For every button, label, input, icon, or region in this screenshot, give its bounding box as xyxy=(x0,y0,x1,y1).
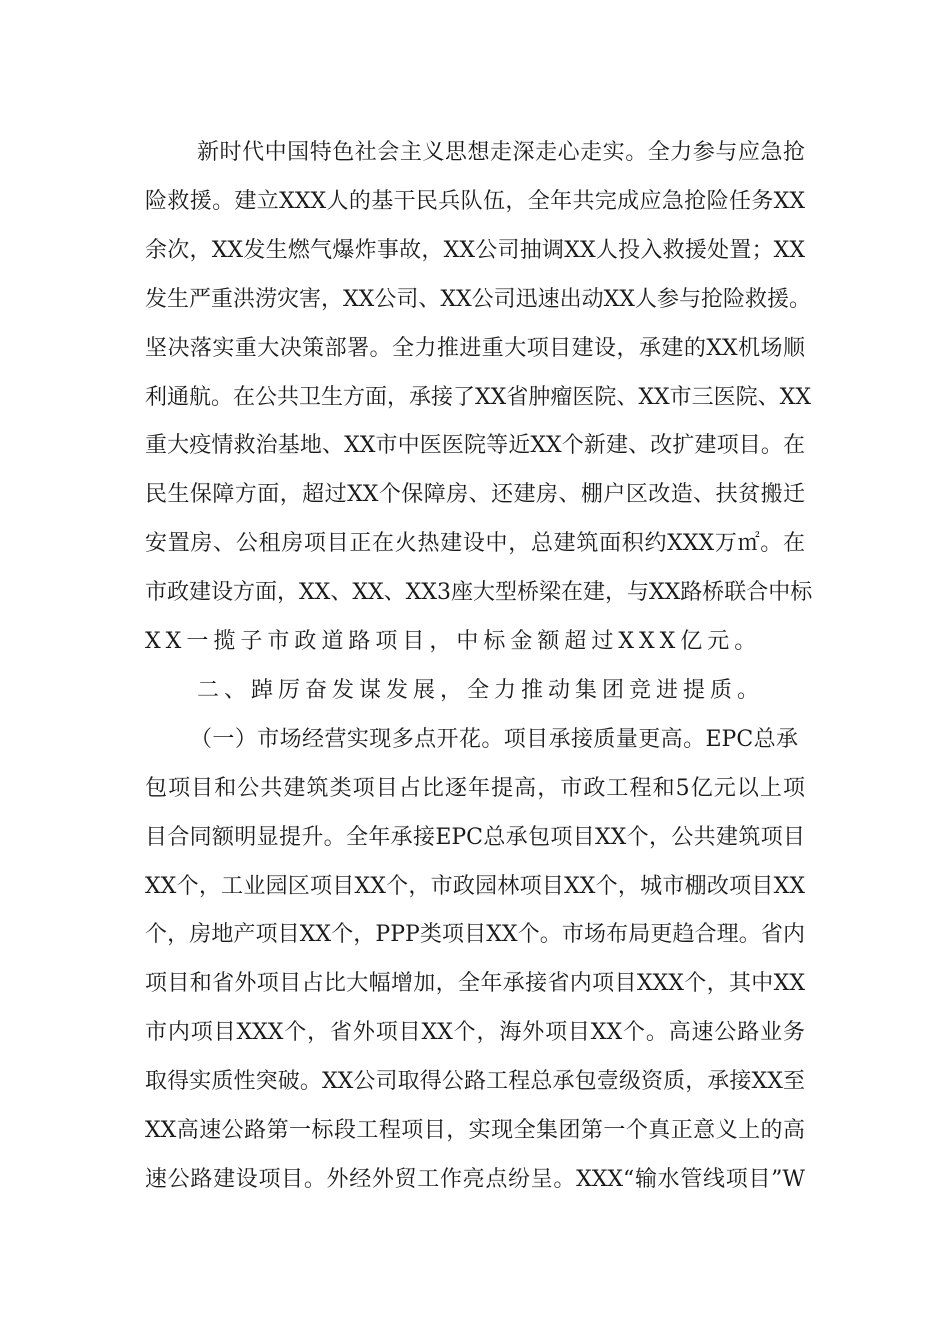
text-line: 民生保障方面，超过XX个保障房、还建房、棚户区改造、扶贫搬迁 xyxy=(145,482,805,508)
text-line: 余次，XX发生燃气爆炸事故，XX公司抽调XX人投入救援处置；XX xyxy=(145,237,805,263)
text-line: 坚决落实重大决策部署。全力推进重大项目建设，承建的XX机场顺 xyxy=(145,335,805,361)
text-line: 速公路建设项目。外经外贸工作亮点纷呈。XXX“输水管线项目”W xyxy=(145,1166,805,1192)
text-line: 市政建设方面，XX、XX、XX3座大型桥梁在建，与XX路桥联合中标 xyxy=(145,580,813,606)
subsection-heading: （一）市场经营实现多点开花。项目承接质量更高。EPC总承 xyxy=(190,726,798,752)
text-line: 重大疫情救治基地、XX市中医医院等近XX个新建、改扩建项目。在 xyxy=(145,433,805,459)
text-line: 安置房、公租房项目正在火热建设中，总建筑面积约XXX万㎡。在 xyxy=(145,531,805,557)
text-line: XX一揽子市政道路项目，中标金额超过XXX亿元。 xyxy=(145,629,762,654)
text-line: 包项目和公共建筑类项目占比逐年提高，市政工程和5亿元以上项 xyxy=(145,775,805,801)
text-line: XX个，工业园区项目XX个，市政园林项目XX个，城市棚改项目XX xyxy=(145,873,805,899)
text-line: XX高速公路第一标段工程项目，实现全集团第一个真正意义上的高 xyxy=(145,1118,805,1143)
text-line: 市内项目XXX个，省外项目XX个，海外项目XX个。高速公路业务 xyxy=(145,1020,805,1046)
text-line: 发生严重洪涝灾害，XX公司、XX公司迅速出动XX人参与抢险救援。 xyxy=(145,286,811,312)
text-line: 取得实质性突破。XX公司取得公路工程总承包壹级资质，承接XX至 xyxy=(145,1069,805,1095)
text-line: 新时代中国特色社会主义思想走深走心走实。全力参与应急抢 xyxy=(197,140,805,165)
text-line: 利通航。在公共卫生方面，承接了XX省肿瘤医院、XX市三医院、XX xyxy=(145,384,811,410)
text-line: 险救援。建立XXX人的基干民兵队伍，全年共完成应急抢险任务XX xyxy=(145,188,805,214)
section-heading: 二、踔厉奋发谋发展，全力推动集团竞进提质。 xyxy=(197,677,765,703)
text-line: 目合同额明显提升。全年承接EPC总承包项目XX个，公共建筑项目 xyxy=(145,824,805,850)
text-line: 项目和省外项目占比大幅增加，全年承接省内项目XXX个，其中XX xyxy=(145,971,805,997)
text-line: 个，房地产项目XX个，PPP类项目XX个。市场布局更趋合理。省内 xyxy=(145,922,805,948)
